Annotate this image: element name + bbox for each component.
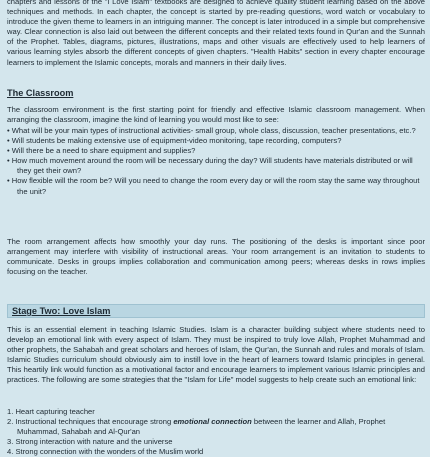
list-item: • What will be your main types of instructional activities- small group, whole class, discussion, teacher presentations, etc.? (7, 126, 416, 135)
classroom-questions-list (7, 126, 425, 197)
intro-paragraph: chapters and lessons of the "I Love Islam" textbooks are designed to achieve quality student learning based on the above techniques and methods. In each chapter, the concept is started by pre-reading questions, word watch or vocabulary to introduce the given theme to learners in an intriguing manner. The concept is later introduced in a simple but comprehensive way. Clear connection is also laid out between the different concepts and their related texts found in Qur'an and the Sunnah of the Prophet. Tables, diagrams, pictures, illustrations, maps and other visuals are effectively used to help learners of various learning styles absorb the different concepts of given chapters. "Health Habits" section in every chapter encourage learners to implement the Islamic concepts, morals and manners in their daily lives. (7, 0, 425, 67)
stage-two-banner (7, 304, 425, 318)
strategies-list (7, 407, 425, 457)
list-item: • Will there be a need to share equipment and supplies? (7, 146, 196, 156)
stage-two-label: Stage Two: Love Islam (12, 306, 111, 316)
list-item (7, 417, 425, 437)
classroom-intro-paragraph: The classroom environment is the first starting point for friendly and effective Islamic classroom management. When arranging the classroom, imagine the kind of learning you would most like to see: (7, 105, 425, 125)
list-item: • Will students be making extensive use of equipment-video monitoring, tape recording, computers? (7, 136, 342, 146)
list-item: • How flexible will the room be? Will you need to change the room every day or will the room stay the same way throughout the unit? (7, 176, 420, 196)
item-text: between the learner and Allah, Prophet Muhammad, Sahabah and Al-Qur'an (17, 417, 386, 437)
list-item: • How much movement around the room will be necessary during the day? Will students have materials distributed or will they get their own? (7, 156, 413, 176)
item-emphasis: emotional connection (173, 417, 252, 427)
list-item: 4. Strong connection with the wonders of the Muslim world (7, 447, 204, 457)
item-text: 2. Instructional techniques that encourage strong (7, 417, 174, 427)
list-item: 3. Strong interaction with nature and the universe (7, 437, 173, 447)
list-item: 1. Heart capturing teacher (7, 407, 95, 416)
stage-two-paragraph: This is an essential element in teaching Islamic Studies. Islam is a character building subject where students need to develop an emotional link with every aspect of Islam. They must be inspired to truly love Allah, Prophet Muhammad and other prophets, the Sahabah and great scholars and heroes of Islam, the Qur'an, the Sunnah and rules and morals of Islam. Islamic Studies curriculum should obviously aim to instill love in the heart of learners toward Islamic principles in general. This heartily link would function as a motivational factor and encourage learners to implement various Islamic principles and practices. The following are some strategies that the "Islam for Life" model suggests to help create such an emotional link: (7, 325, 425, 385)
classroom-heading: The Classroom (7, 88, 74, 98)
room-arrangement-paragraph: The room arrangement affects how smoothly your day runs. The positioning of the desks is important since poor arrangement may interfere with visibility of instructional areas. Your room arrangement is an invitation to students to communicate. Desks in groups implies collaboration and communication among peers; whereas desks in rows implies focusing on the teacher. (7, 237, 425, 277)
